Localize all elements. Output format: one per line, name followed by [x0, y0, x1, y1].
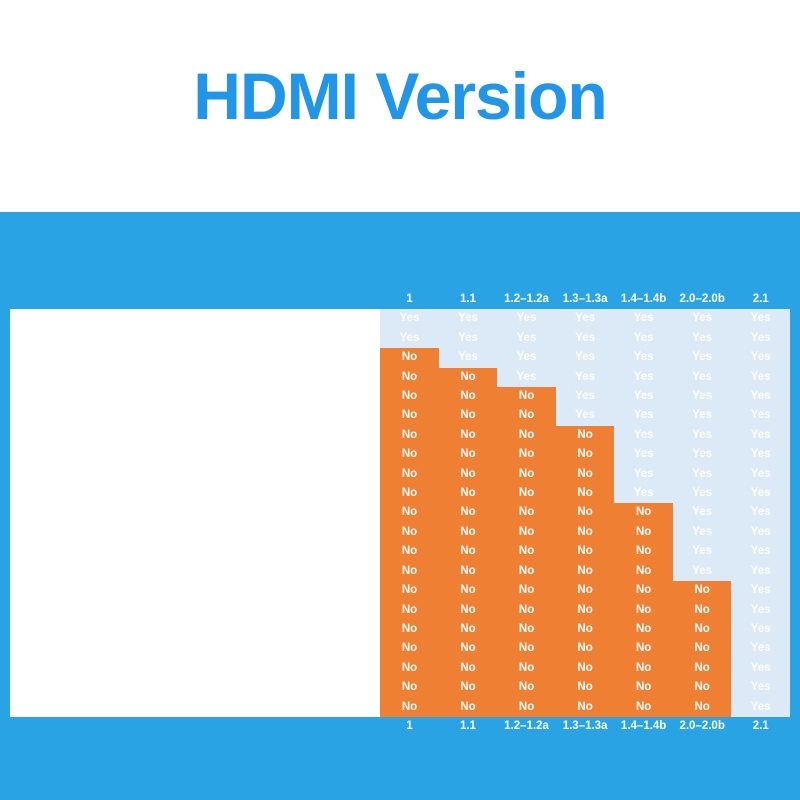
- support-cell-no: No: [614, 620, 673, 639]
- support-cell-no: No: [439, 542, 498, 561]
- support-cell-no: No: [556, 426, 615, 445]
- support-cell-yes: Yes: [673, 562, 732, 581]
- support-cell-yes: Yes: [673, 387, 732, 406]
- support-cell-no: No: [380, 542, 439, 561]
- support-cell-no: No: [439, 465, 498, 484]
- support-cell-yes: Yes: [731, 426, 790, 445]
- support-cell-yes: Yes: [731, 503, 790, 522]
- support-cell-no: No: [614, 678, 673, 697]
- support-cell-no: No: [556, 503, 615, 522]
- support-cell-no: No: [614, 698, 673, 717]
- support-cell-yes: Yes: [673, 309, 732, 328]
- support-cell-no: No: [439, 523, 498, 542]
- feature-label: Full HD Blu-ray Disc and HD DVD video: [10, 309, 380, 328]
- feature-label: Updated list of CEC commands: [10, 426, 380, 445]
- support-cell-yes: Yes: [556, 387, 615, 406]
- support-cell-no: No: [614, 639, 673, 658]
- table-row: [10, 601, 790, 620]
- version-header-2.0–2.0b: 2.0–2.0b: [673, 290, 732, 309]
- support-cell-yes: Yes: [673, 503, 732, 522]
- feature-label: Consumer Electronic Control (CEC): [10, 329, 380, 348]
- support-cell-no: No: [497, 562, 556, 581]
- support-cell-yes: Yes: [614, 387, 673, 406]
- feature-label: Auto lip-sync: [10, 387, 380, 406]
- support-cell-yes: Yes: [614, 309, 673, 328]
- support-cell-yes: Yes: [731, 406, 790, 425]
- support-cell-no: No: [497, 542, 556, 561]
- support-cell-no: No: [556, 484, 615, 503]
- version-footer-1.2–1.2a: 1.2–1.2a: [497, 717, 556, 736]
- support-cell-no: No: [673, 601, 732, 620]
- support-cell-no: No: [380, 484, 439, 503]
- feature-label: Quick Frame Transport (QFT): [10, 659, 380, 678]
- version-header-1.4–1.4b: 1.4–1.4b: [614, 290, 673, 309]
- feature-label: Enhanced Audio Return Channel (eARC): [10, 601, 380, 620]
- table-header: [10, 290, 790, 309]
- version-header-1.2–1.2a: 1.2–1.2a: [497, 290, 556, 309]
- support-cell-yes: Yes: [731, 698, 790, 717]
- support-cell-no: No: [614, 601, 673, 620]
- table-row: [10, 659, 790, 678]
- table-row: [10, 329, 790, 348]
- support-cell-yes: Yes: [497, 368, 556, 387]
- table-footer-row: [10, 717, 790, 736]
- feature-label: Auto Low Latency Mode (ALLM): [10, 678, 380, 697]
- version-header-1.1: 1.1: [439, 290, 498, 309]
- table-row: [10, 387, 790, 406]
- feature-label: 3D video: [10, 445, 380, 464]
- table-row: [10, 309, 790, 328]
- support-cell-yes: Yes: [673, 368, 732, 387]
- support-cell-no: No: [673, 698, 732, 717]
- support-cell-no: No: [556, 542, 615, 561]
- support-cell-no: No: [497, 445, 556, 464]
- version-header-1: 1: [380, 290, 439, 309]
- table-row: [10, 348, 790, 367]
- feature-label: 2 video streams (Dual View): [10, 523, 380, 542]
- support-cell-yes: Yes: [673, 406, 732, 425]
- feature-label: Static HDR (HDR static metadata): [10, 562, 380, 581]
- support-cell-no: No: [614, 659, 673, 678]
- support-cell-no: No: [556, 523, 615, 542]
- table-row: [10, 562, 790, 581]
- support-cell-yes: Yes: [380, 309, 439, 328]
- support-cell-no: No: [439, 698, 498, 717]
- table-row: [10, 465, 790, 484]
- support-cell-no: No: [614, 523, 673, 542]
- support-cell-yes: Yes: [731, 581, 790, 600]
- support-cell-no: No: [614, 503, 673, 522]
- support-cell-no: No: [673, 659, 732, 678]
- support-cell-yes: Yes: [731, 678, 790, 697]
- table-row: [10, 445, 790, 464]
- support-cell-no: No: [497, 484, 556, 503]
- support-cell-yes: Yes: [556, 406, 615, 425]
- support-cell-yes: Yes: [614, 348, 673, 367]
- support-cell-no: No: [556, 601, 615, 620]
- feature-label: 4 audio streams: [10, 503, 380, 522]
- support-cell-no: No: [380, 406, 439, 425]
- support-cell-yes: Yes: [497, 309, 556, 328]
- support-cell-yes: Yes: [614, 445, 673, 464]
- support-cell-yes: Yes: [731, 562, 790, 581]
- hdmi-version-table-container: [0, 212, 800, 800]
- support-cell-yes: Yes: [556, 348, 615, 367]
- table-row: [10, 639, 790, 658]
- support-cell-yes: Yes: [439, 329, 498, 348]
- support-cell-yes: Yes: [380, 329, 439, 348]
- support-cell-no: No: [556, 698, 615, 717]
- support-cell-no: No: [497, 678, 556, 697]
- feature-label: DVD-Audio: [10, 348, 380, 367]
- support-cell-no: No: [673, 678, 732, 697]
- support-cell-no: No: [556, 445, 615, 464]
- support-cell-yes: Yes: [731, 309, 790, 328]
- support-cell-no: No: [380, 348, 439, 367]
- table-footer-corner-cell: [10, 717, 380, 736]
- support-cell-yes: Yes: [614, 484, 673, 503]
- support-cell-no: No: [380, 601, 439, 620]
- support-cell-yes: Yes: [731, 620, 790, 639]
- table-row: [10, 581, 790, 600]
- table-row: [10, 678, 790, 697]
- support-cell-yes: Yes: [731, 348, 790, 367]
- support-cell-no: No: [380, 639, 439, 658]
- support-cell-no: No: [556, 620, 615, 639]
- support-cell-yes: Yes: [731, 542, 790, 561]
- support-cell-no: No: [673, 581, 732, 600]
- support-cell-no: No: [497, 503, 556, 522]
- support-cell-yes: Yes: [497, 348, 556, 367]
- table-header-row: [10, 290, 790, 309]
- support-cell-no: No: [614, 581, 673, 600]
- support-cell-yes: Yes: [614, 465, 673, 484]
- support-cell-yes: Yes: [556, 368, 615, 387]
- support-cell-yes: Yes: [556, 309, 615, 328]
- table-row: [10, 484, 790, 503]
- version-header-1.3–1.3a: 1.3–1.3a: [556, 290, 615, 309]
- support-cell-no: No: [497, 406, 556, 425]
- support-cell-no: No: [673, 620, 732, 639]
- table-row: [10, 368, 790, 387]
- hdmi-version-table: [10, 290, 790, 736]
- support-cell-yes: Yes: [439, 309, 498, 328]
- support-cell-yes: Yes: [731, 639, 790, 658]
- support-cell-no: No: [439, 601, 498, 620]
- support-cell-no: No: [497, 426, 556, 445]
- feature-label: Variable Refresh Rate (VRR): [10, 620, 380, 639]
- feature-label: Ethernet channel (100 Mbit/s): [10, 465, 380, 484]
- support-cell-no: No: [380, 368, 439, 387]
- feature-label: Dynamic HDR (HDR dynamic metadata): [10, 581, 380, 600]
- table-row: [10, 542, 790, 561]
- table-corner-cell: [10, 290, 380, 309]
- support-cell-yes: Yes: [439, 348, 498, 367]
- page-title: HDMI Version: [193, 59, 607, 133]
- support-cell-no: No: [380, 562, 439, 581]
- version-footer-2.0–2.0b: 2.0–2.0b: [673, 717, 732, 736]
- table-row: [10, 503, 790, 522]
- support-cell-no: No: [439, 368, 498, 387]
- support-cell-no: No: [380, 581, 439, 600]
- support-cell-yes: Yes: [731, 465, 790, 484]
- support-cell-yes: Yes: [673, 465, 732, 484]
- support-cell-yes: Yes: [556, 329, 615, 348]
- support-cell-yes: Yes: [614, 406, 673, 425]
- version-header-2.1: 2.1: [731, 290, 790, 309]
- feature-label: VESA DSC 1.2a: [10, 698, 380, 717]
- support-cell-no: No: [380, 698, 439, 717]
- support-cell-no: No: [497, 465, 556, 484]
- table-row: [10, 406, 790, 425]
- support-cell-no: No: [380, 523, 439, 542]
- support-cell-no: No: [556, 562, 615, 581]
- support-cell-yes: Yes: [673, 348, 732, 367]
- support-cell-yes: Yes: [673, 426, 732, 445]
- support-cell-yes: Yes: [614, 426, 673, 445]
- support-cell-no: No: [380, 445, 439, 464]
- feature-label: Hybrid Log-Gamma (HLG) HDR OETF: [10, 542, 380, 561]
- version-footer-1.1: 1.1: [439, 717, 498, 736]
- table-body: [10, 309, 790, 717]
- support-cell-no: No: [439, 426, 498, 445]
- support-cell-yes: Yes: [673, 445, 732, 464]
- support-cell-no: No: [556, 581, 615, 600]
- support-cell-yes: Yes: [731, 329, 790, 348]
- version-footer-1.4–1.4b: 1.4–1.4b: [614, 717, 673, 736]
- support-cell-yes: Yes: [614, 368, 673, 387]
- support-cell-no: No: [439, 678, 498, 697]
- feature-label: Quick Media Switching (QMS): [10, 639, 380, 658]
- support-cell-yes: Yes: [731, 484, 790, 503]
- support-cell-no: No: [380, 503, 439, 522]
- support-cell-yes: Yes: [731, 523, 790, 542]
- table-row: [10, 426, 790, 445]
- support-cell-no: No: [439, 581, 498, 600]
- feature-label: Super Audio CD (DSD): [10, 368, 380, 387]
- support-cell-yes: Yes: [731, 387, 790, 406]
- support-cell-no: No: [497, 620, 556, 639]
- support-cell-no: No: [439, 387, 498, 406]
- version-footer-2.1: 2.1: [731, 717, 790, 736]
- feature-label: Dolby TrueHD / DTS-HD Master Audio bitstream capable: [10, 406, 380, 425]
- support-cell-no: No: [439, 484, 498, 503]
- support-cell-no: No: [380, 465, 439, 484]
- support-cell-yes: Yes: [673, 523, 732, 542]
- version-footer-1.3–1.3a: 1.3–1.3a: [556, 717, 615, 736]
- support-cell-no: No: [439, 445, 498, 464]
- table-footer: [10, 717, 790, 736]
- support-cell-no: No: [439, 620, 498, 639]
- version-footer-1: 1: [380, 717, 439, 736]
- table-row: [10, 698, 790, 717]
- support-cell-yes: Yes: [731, 445, 790, 464]
- support-cell-no: No: [380, 678, 439, 697]
- table-row: [10, 620, 790, 639]
- support-cell-yes: Yes: [731, 659, 790, 678]
- support-cell-yes: Yes: [673, 484, 732, 503]
- support-cell-no: No: [380, 387, 439, 406]
- support-cell-yes: Yes: [673, 329, 732, 348]
- support-cell-no: No: [380, 620, 439, 639]
- support-cell-no: No: [439, 503, 498, 522]
- support-cell-no: No: [497, 639, 556, 658]
- support-cell-no: No: [673, 639, 732, 658]
- feature-label: Audio return channel (ARC): [10, 484, 380, 503]
- support-cell-yes: Yes: [614, 329, 673, 348]
- table-row: [10, 523, 790, 542]
- support-cell-no: No: [497, 387, 556, 406]
- support-cell-no: No: [556, 465, 615, 484]
- support-cell-no: No: [439, 406, 498, 425]
- support-cell-no: No: [380, 659, 439, 678]
- support-cell-no: No: [439, 659, 498, 678]
- support-cell-yes: Yes: [673, 542, 732, 561]
- support-cell-no: No: [380, 426, 439, 445]
- support-cell-yes: Yes: [731, 601, 790, 620]
- support-cell-no: No: [497, 698, 556, 717]
- support-cell-yes: Yes: [731, 368, 790, 387]
- support-cell-no: No: [497, 581, 556, 600]
- support-cell-no: No: [497, 601, 556, 620]
- support-cell-no: No: [439, 562, 498, 581]
- support-cell-no: No: [556, 639, 615, 658]
- support-cell-no: No: [614, 542, 673, 561]
- support-cell-yes: Yes: [497, 329, 556, 348]
- support-cell-no: No: [556, 678, 615, 697]
- support-cell-no: No: [497, 523, 556, 542]
- support-cell-no: No: [497, 659, 556, 678]
- support-cell-no: No: [439, 639, 498, 658]
- support-cell-no: No: [556, 659, 615, 678]
- support-cell-no: No: [614, 562, 673, 581]
